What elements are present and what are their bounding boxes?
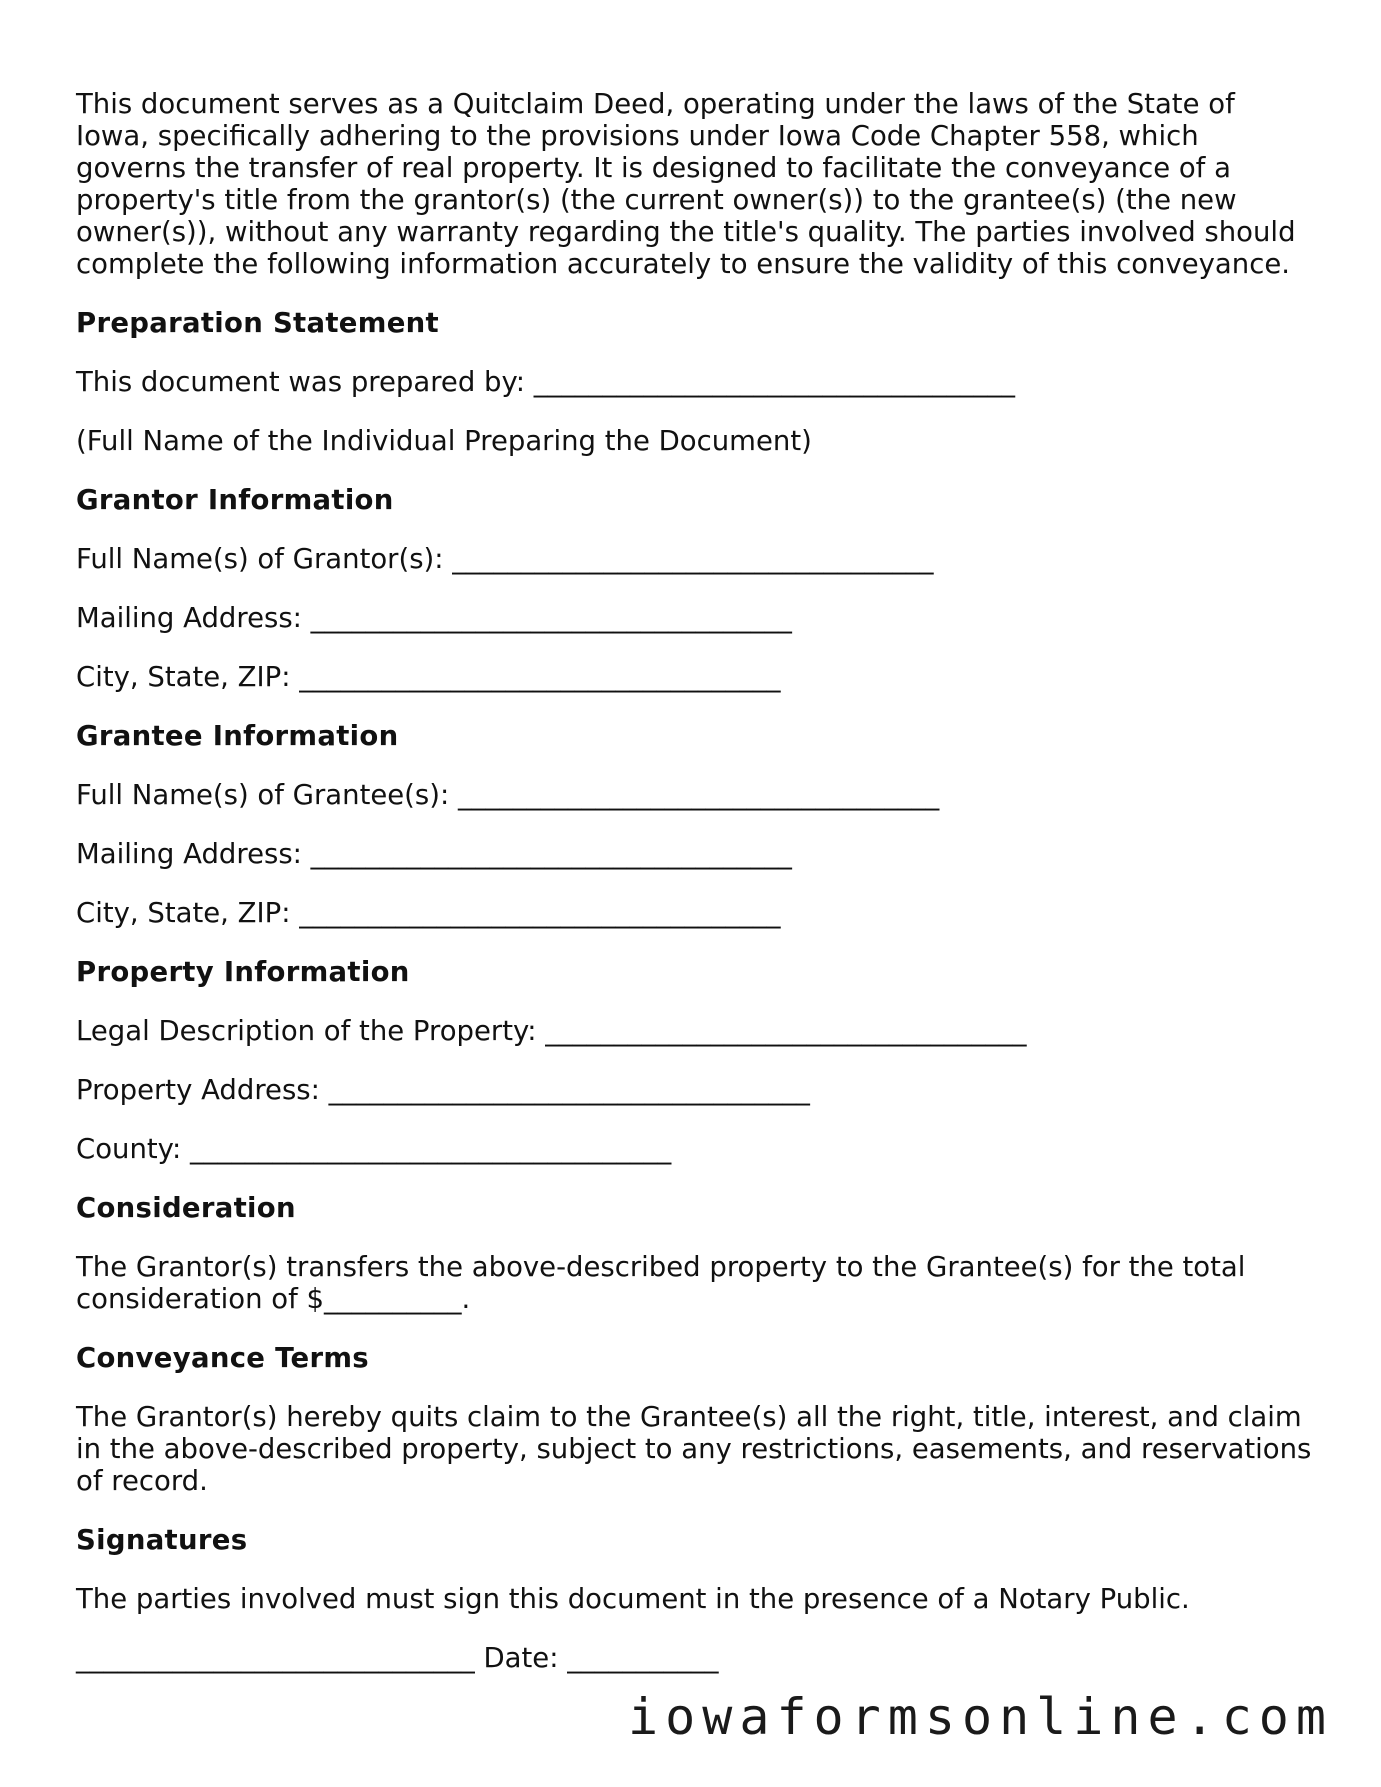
grantee-address-field[interactable]: Mailing Address: ___________________________________ [76, 838, 792, 870]
grantee-heading: Grantee Information [76, 720, 399, 752]
grantee-name-field[interactable]: Full Name(s) of Grantee(s): ___________________________________ [76, 779, 940, 811]
conveyance-text: The Grantor(s) hereby quits claim to the Grantee(s) all the right, title, interest, and claim in the above-described property, subject to any restrictions, easements, and reservations of record. [76, 1401, 1321, 1497]
grantor-city-field[interactable]: City, State, ZIP: ___________________________________ [76, 661, 781, 693]
grantor-address-field[interactable]: Mailing Address: ___________________________________ [76, 602, 792, 634]
prepared-by-note: (Full Name of the Individual Preparing the Document) [76, 425, 812, 457]
county-field[interactable]: County: ___________________________________ [76, 1133, 672, 1165]
grantor-heading: Grantor Information [76, 484, 394, 516]
grantee-city-field[interactable]: City, State, ZIP: ___________________________________ [76, 897, 781, 929]
property-heading: Property Information [76, 956, 410, 988]
property-address-field[interactable]: Property Address: ___________________________________ [76, 1074, 810, 1106]
consideration-heading: Consideration [76, 1192, 296, 1224]
watermark: iowaformsonline.com [628, 1688, 1333, 1746]
consideration-text[interactable]: The Grantor(s) transfers the above-described property to the Grantee(s) for the total consideration of $__________. [76, 1251, 1255, 1315]
signatures-text: The parties involved must sign this document in the presence of a Notary Public. [76, 1583, 1190, 1615]
preparation-heading: Preparation Statement [76, 307, 439, 339]
conveyance-heading: Conveyance Terms [76, 1342, 369, 1374]
prepared-by-field[interactable]: This document was prepared by: ___________________________________ [76, 366, 1016, 398]
signatures-heading: Signatures [76, 1524, 248, 1556]
legal-description-field[interactable]: Legal Description of the Property: ___________________________________ [76, 1015, 1027, 1047]
document-body [76, 88, 1321, 1701]
signature-date-line[interactable]: _____________________________ Date: ___________ [76, 1642, 719, 1674]
grantor-name-field[interactable]: Full Name(s) of Grantor(s): ___________________________________ [76, 543, 934, 575]
intro-paragraph: This document serves as a Quitclaim Deed, operating under the laws of the State of Iowa, specifically adhering to the provisions under Iowa Code Chapter 558, which governs the transfer of real property. It is designed to facilitate the conveyance of a property's title from the grantor(s) (the current owner(s)) to the grantee(s) (the new owner(s)), without any warranty regarding the title's quality. The parties involved should complete the following information accurately to ensure the validity of this conveyance. [76, 88, 1305, 280]
